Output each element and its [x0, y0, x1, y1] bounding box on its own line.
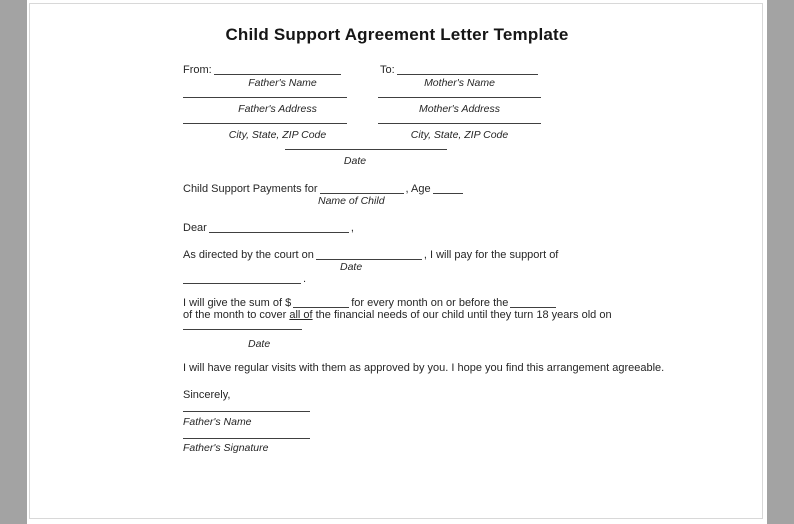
payments-age-label: , Age [405, 183, 431, 195]
signature-name-caption: Father's Name [183, 416, 252, 428]
signature-caption: Father's Signature [183, 442, 269, 454]
court-row [183, 247, 558, 262]
page-edge-right [767, 0, 794, 524]
signature-name-line [183, 399, 310, 412]
continuation-period: . [303, 273, 307, 285]
month-date-line [183, 317, 302, 330]
to-row [380, 62, 540, 77]
day-blank [510, 295, 556, 308]
date-caption: Date [343, 155, 367, 167]
sum-blank [293, 295, 349, 308]
father-address-line [183, 85, 347, 98]
month-underlined-words: all of [289, 309, 313, 321]
month-pre: of the month to cover [183, 309, 287, 321]
to-blank-line [397, 62, 538, 75]
age-blank [433, 181, 463, 194]
month-date-caption: Date [248, 338, 271, 350]
court-date-caption: Date [340, 261, 363, 273]
from-label: From: [183, 64, 212, 76]
payments-prefix: Child Support Payments for [183, 183, 318, 195]
dear-row [183, 220, 354, 235]
to-label: To: [380, 64, 395, 76]
court-date-blank [316, 247, 422, 260]
from-row [183, 62, 343, 77]
mother-city-line [378, 111, 541, 124]
mother-city-caption: City, State, ZIP Code [410, 129, 509, 141]
continuation-row [183, 271, 306, 286]
father-address-caption: Father's Address [238, 103, 317, 115]
month-post: the financial needs of our child until they turn 18 years old on [315, 309, 612, 321]
mother-address-line [378, 85, 541, 98]
sum-mid: for every month on or before the [351, 297, 509, 309]
father-city-caption: City, State, ZIP Code [228, 129, 327, 141]
sum-row [183, 295, 558, 310]
signature-line [183, 426, 310, 439]
name-of-child-caption: Name of Child [318, 195, 385, 207]
date-line [285, 137, 447, 150]
page-title: Child Support Agreement Letter Template [225, 25, 569, 44]
visits-row: I will have regular visits with them as approved by you. I hope you find this arrangement agreeable. [183, 362, 665, 374]
dear-comma: , [350, 222, 354, 234]
father-city-line [183, 111, 347, 124]
father-name-caption: Father's Name [248, 77, 317, 89]
dear-label: Dear [183, 222, 207, 234]
mother-address-caption: Mother's Address [419, 103, 500, 115]
dear-blank [209, 220, 349, 233]
page-edge-left [0, 0, 27, 524]
court-prefix: As directed by the court on [183, 249, 314, 261]
mother-name-caption: Mother's Name [424, 77, 495, 89]
sum-prefix: I will give the sum of $ [183, 297, 292, 309]
child-name-blank [320, 181, 404, 194]
closing-label: Sincerely, [183, 389, 231, 401]
payments-row [183, 181, 465, 196]
court-suffix: , I will pay for the support of [423, 249, 559, 261]
from-blank-line [214, 62, 341, 75]
support-of-blank [183, 271, 301, 284]
